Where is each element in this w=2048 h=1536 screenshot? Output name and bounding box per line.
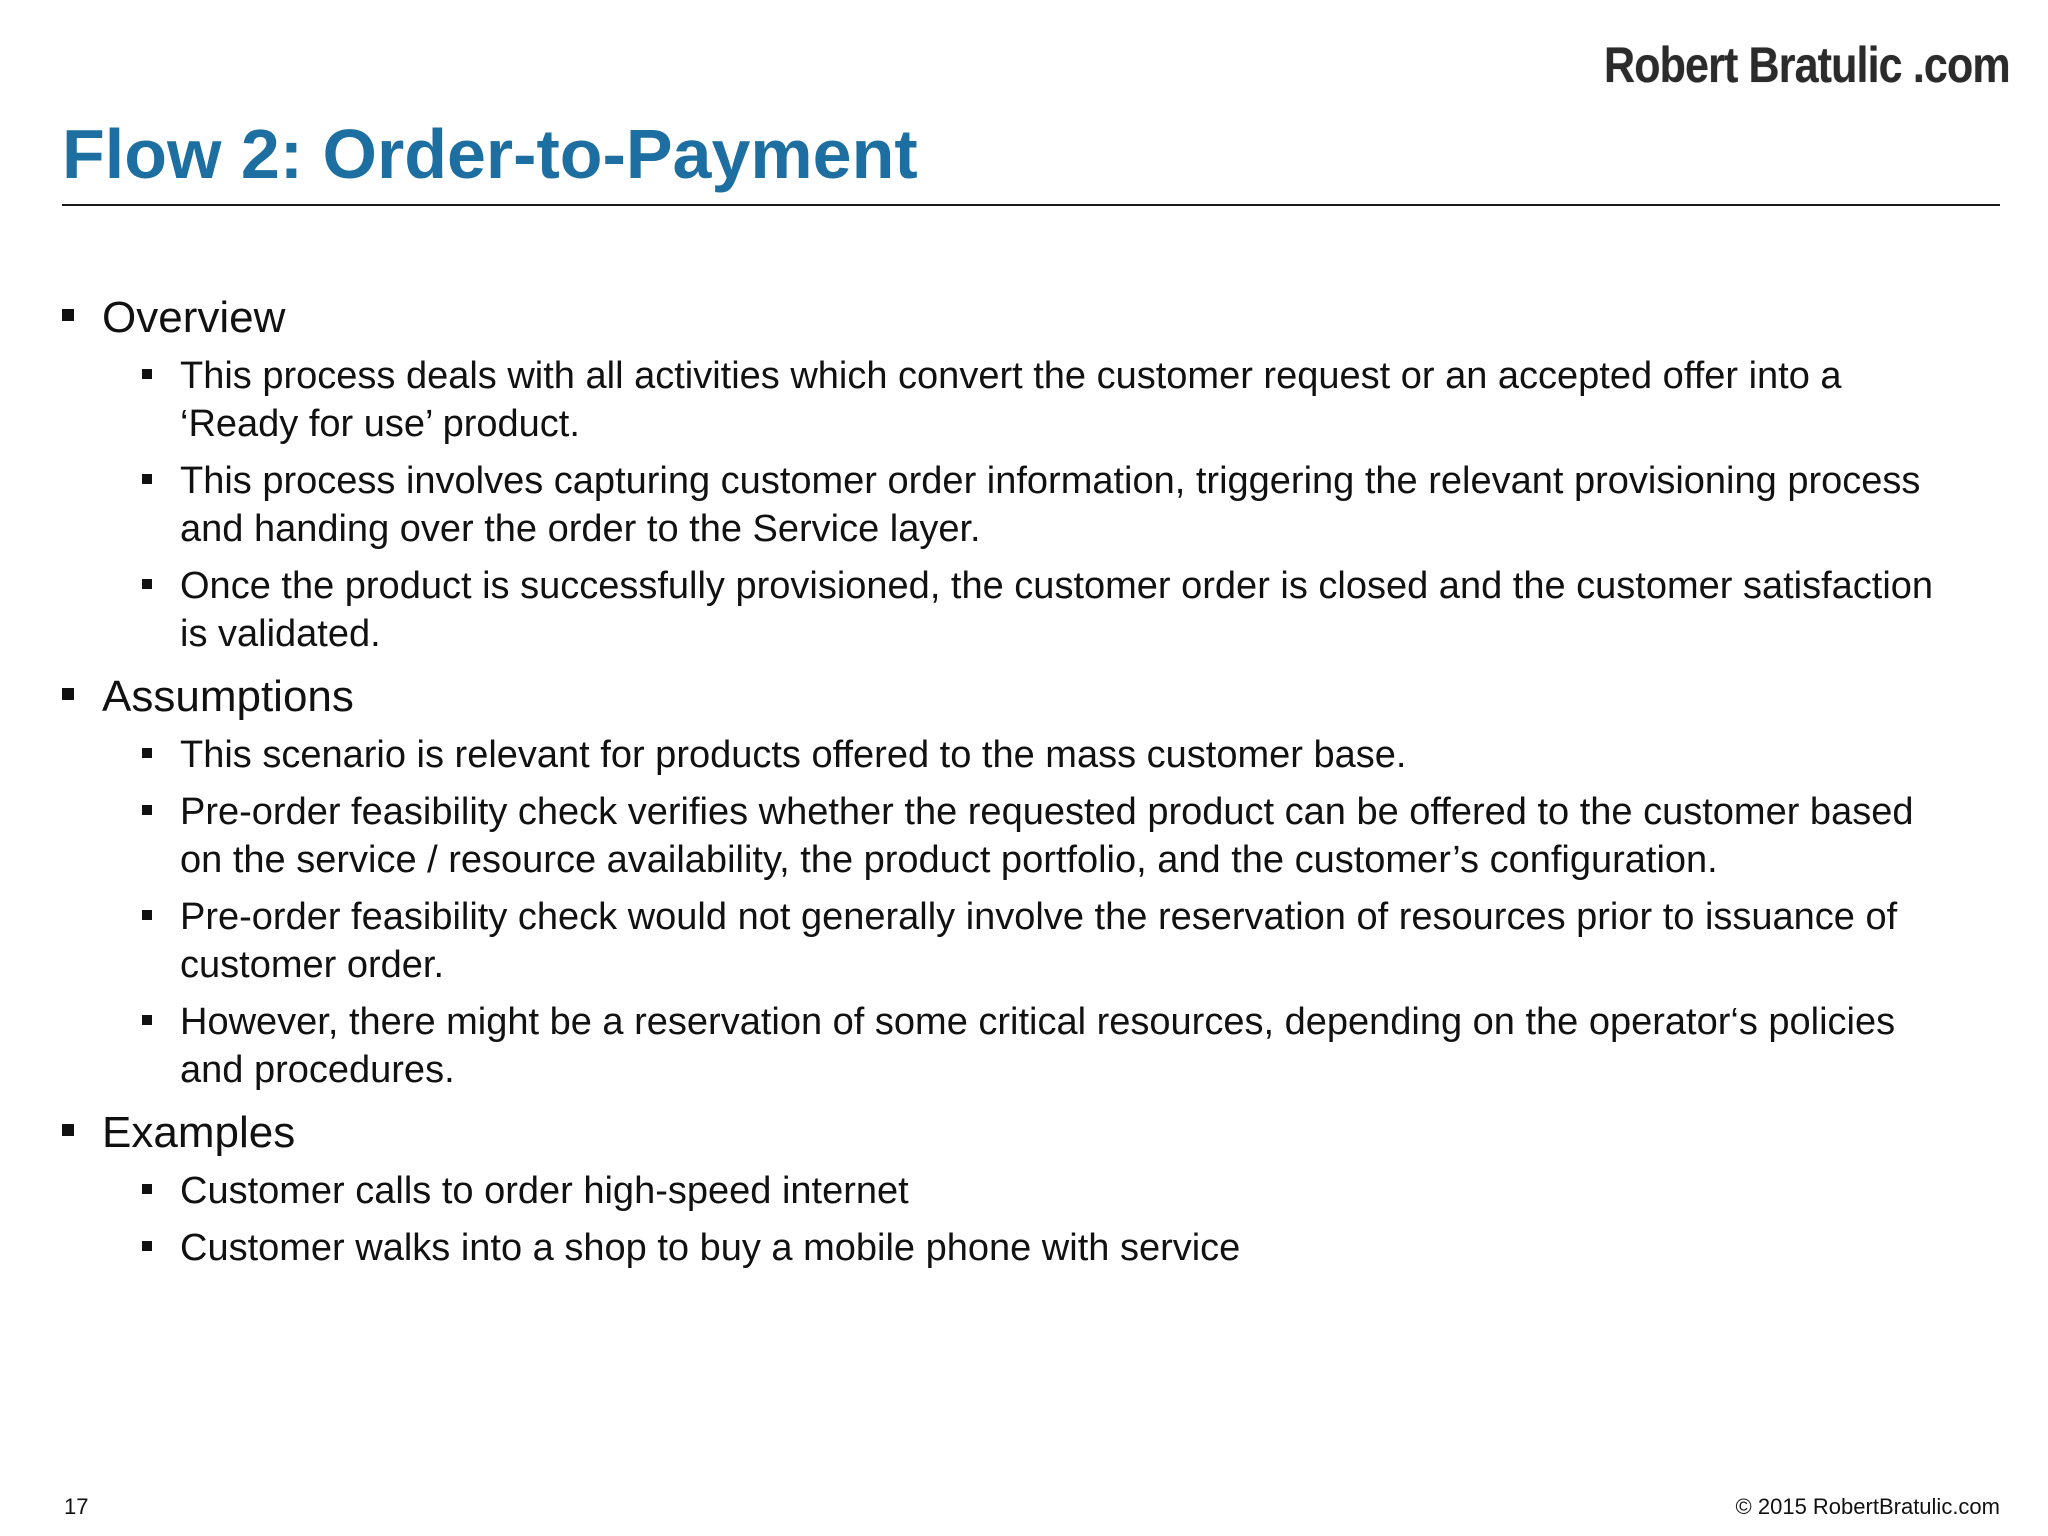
list-item	[142, 998, 1962, 1094]
page-title: Flow 2: Order-to-Payment	[62, 115, 918, 193]
list-item-text: Pre-order feasibility check verifies whether the requested product can be offered to the customer based on the service / resource availability, the product portfolio, and the customer’s configuration.	[180, 791, 1914, 881]
list-item	[142, 731, 1962, 779]
title-divider	[62, 204, 2000, 206]
bullet-list	[142, 352, 1962, 658]
section-examples	[62, 1103, 1962, 1272]
list-item	[142, 1167, 1962, 1215]
square-bullet-icon	[62, 1124, 74, 1136]
list-item	[142, 352, 1962, 448]
square-bullet-icon	[142, 474, 152, 484]
list-item-text: This scenario is relevant for products offered to the mass customer base.	[180, 734, 1407, 776]
list-item	[142, 562, 1962, 658]
list-item-text: Customer walks into a shop to buy a mobile phone with service	[180, 1227, 1241, 1269]
square-bullet-icon	[142, 910, 152, 920]
list-item-text: This process deals with all activities which convert the customer request or an accepted offer into a ‘Ready for use’ product.	[180, 355, 1842, 445]
section-assumptions	[62, 667, 1962, 1094]
copyright-notice: © 2015 RobertBratulic.com	[1735, 1494, 2000, 1519]
section-overview	[62, 288, 1962, 658]
list-item-text: Customer calls to order high-speed internet	[180, 1170, 909, 1212]
square-bullet-icon	[142, 369, 152, 379]
square-bullet-icon	[142, 1184, 152, 1194]
brand-logo: Robert Bratulic .com	[1604, 37, 2010, 93]
square-bullet-icon	[142, 579, 152, 589]
list-item	[142, 457, 1962, 553]
list-item	[142, 893, 1962, 989]
list-item	[142, 788, 1962, 884]
bullet-list	[142, 1167, 1962, 1272]
square-bullet-icon	[62, 688, 74, 700]
list-item	[142, 1224, 1962, 1272]
square-bullet-icon	[142, 1015, 152, 1025]
square-bullet-icon	[62, 309, 74, 321]
page-number: 17	[64, 1494, 89, 1519]
list-item-text: This process involves capturing customer order information, triggering the relevant provisioning process and handing over the order to the Service layer.	[180, 460, 1921, 550]
list-item-text: However, there might be a reservation of some critical resources, depending on the operator‘s policies and procedures.	[180, 1001, 1896, 1091]
square-bullet-icon	[142, 1241, 152, 1251]
section-heading: Assumptions	[102, 672, 354, 721]
section-heading: Examples	[102, 1108, 296, 1157]
list-item-text: Once the product is successfully provisioned, the customer order is closed and the customer satisfaction is validated.	[180, 565, 1934, 655]
section-heading: Overview	[102, 293, 286, 342]
bullet-list	[142, 731, 1962, 1094]
content-body	[62, 288, 1962, 1281]
list-item-text: Pre-order feasibility check would not generally involve the reservation of resources prior to issuance of customer order.	[180, 896, 1898, 986]
square-bullet-icon	[142, 805, 152, 815]
square-bullet-icon	[142, 748, 152, 758]
